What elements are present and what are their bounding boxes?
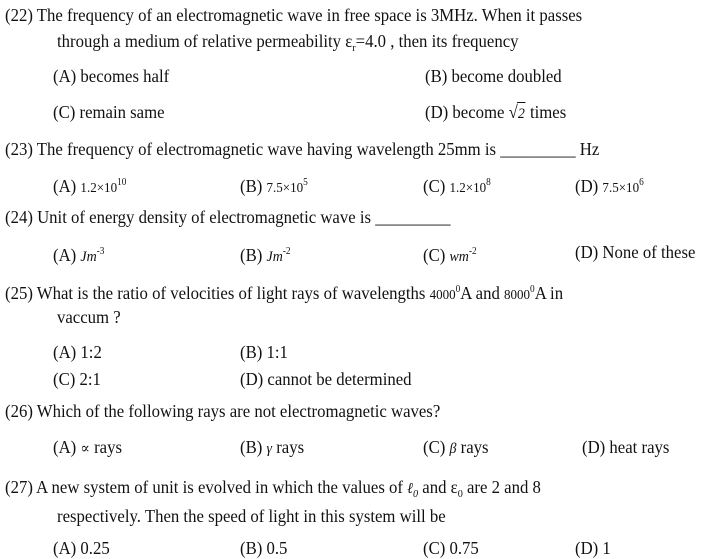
question-25: (25) What is the ratio of velocities of light rays of wavelengths 4000$^0$A and 8000$^0$A in <box>5 283 564 303</box>
wavelength-value: 4000 <box>429 288 456 303</box>
question-text: through a medium of relative permeability <box>57 31 342 51</box>
question-text: The frequency of electromagnetic wave having wavelength 25mm is <box>36 139 497 159</box>
question-number: (22) <box>5 5 33 25</box>
wavelength-value: 8000 <box>504 288 531 303</box>
sqrt-symbol: √2 <box>509 102 526 122</box>
question-25-line2: vaccum ? <box>57 307 121 327</box>
question-text: What is the ratio of velocities of light rays of wavelengths <box>36 283 426 303</box>
question-number: (26) <box>5 401 33 421</box>
question-22-line2 <box>57 30 519 59</box>
option-a[interactable]: (A) $1.2\times 10^{10}$ <box>53 176 127 196</box>
option-c[interactable]: (C) $1.2\times 10^8$ <box>423 176 491 196</box>
option-b[interactable]: (B) 1:1 <box>240 342 288 362</box>
option-b[interactable]: (B) $Jm^{-2}$ <box>240 245 291 265</box>
question-text: Which of the following rays are not electromagnetic waves? <box>36 401 441 421</box>
question-text: The frequency of an electromagnetic wave in free space is 3MHz. When it passes <box>36 5 583 25</box>
answer-blank: _________ <box>500 139 576 159</box>
question-text: Unit of energy density of electromagnetic wave is <box>37 207 372 227</box>
question-number: (23) <box>5 139 33 159</box>
option-c[interactable]: (C) 0.75 <box>423 538 479 558</box>
option-d[interactable]: (D) heat rays <box>582 437 670 457</box>
option-a[interactable]: (A) 0.25 <box>53 538 110 558</box>
unit-label: Hz <box>579 139 600 159</box>
option-a[interactable]: (A) 1:2 <box>53 342 102 362</box>
question-number: (27) <box>5 477 33 497</box>
question-text: A new system of unit is evolved in which the values of <box>36 477 403 497</box>
question-27-line2: respectively. Then the speed of light in this system will be <box>57 506 446 526</box>
option-d[interactable]: (D) $7.5\times 10^6$ <box>575 176 644 196</box>
question-text: =4.0 , then its frequency <box>355 31 519 51</box>
epsilon-symbol: $\varepsilon_r$ <box>345 31 356 54</box>
question-24 <box>5 206 451 228</box>
option-c[interactable]: (C) 2:1 <box>53 369 101 389</box>
question-23 <box>5 138 599 160</box>
option-a[interactable]: (A) becomes half <box>53 66 170 86</box>
option-a[interactable]: (A) $Jm^{-3}$ <box>53 245 105 265</box>
option-b[interactable]: (B) become doubled <box>425 66 562 86</box>
option-b[interactable]: (B) $7.5\times 10^5$ <box>240 176 308 196</box>
option-c[interactable]: (C) β rays <box>423 437 489 457</box>
question-number: (25) <box>5 283 33 303</box>
option-c[interactable]: (C) remain same <box>53 102 165 122</box>
question-26 <box>5 400 440 422</box>
option-d[interactable]: (D) cannot be determined <box>240 369 412 389</box>
answer-blank: _________ <box>375 207 451 227</box>
epsilon-symbol: $\varepsilon_0$ <box>450 477 463 500</box>
option-b[interactable]: (B) γ rays <box>240 437 305 457</box>
option-b[interactable]: (B) 0.5 <box>240 538 288 558</box>
option-d[interactable]: (D) become √2 times <box>425 101 566 125</box>
option-d[interactable]: (D) 1 <box>575 538 611 558</box>
option-d[interactable]: (D) None of these <box>575 242 696 262</box>
mu-symbol: ℓ$_0$ <box>407 481 419 500</box>
question-27: (27) A new system of unit is evolved in which the values of ℓ$_0$ and $\varepsilon_0$ are 2 and 8 <box>5 477 541 500</box>
question-22 <box>5 4 582 26</box>
option-a[interactable]: (A) ∝ rays <box>53 437 122 457</box>
option-c[interactable]: (C) $wm^{-2}$ <box>423 245 477 265</box>
question-number: (24) <box>5 207 33 227</box>
